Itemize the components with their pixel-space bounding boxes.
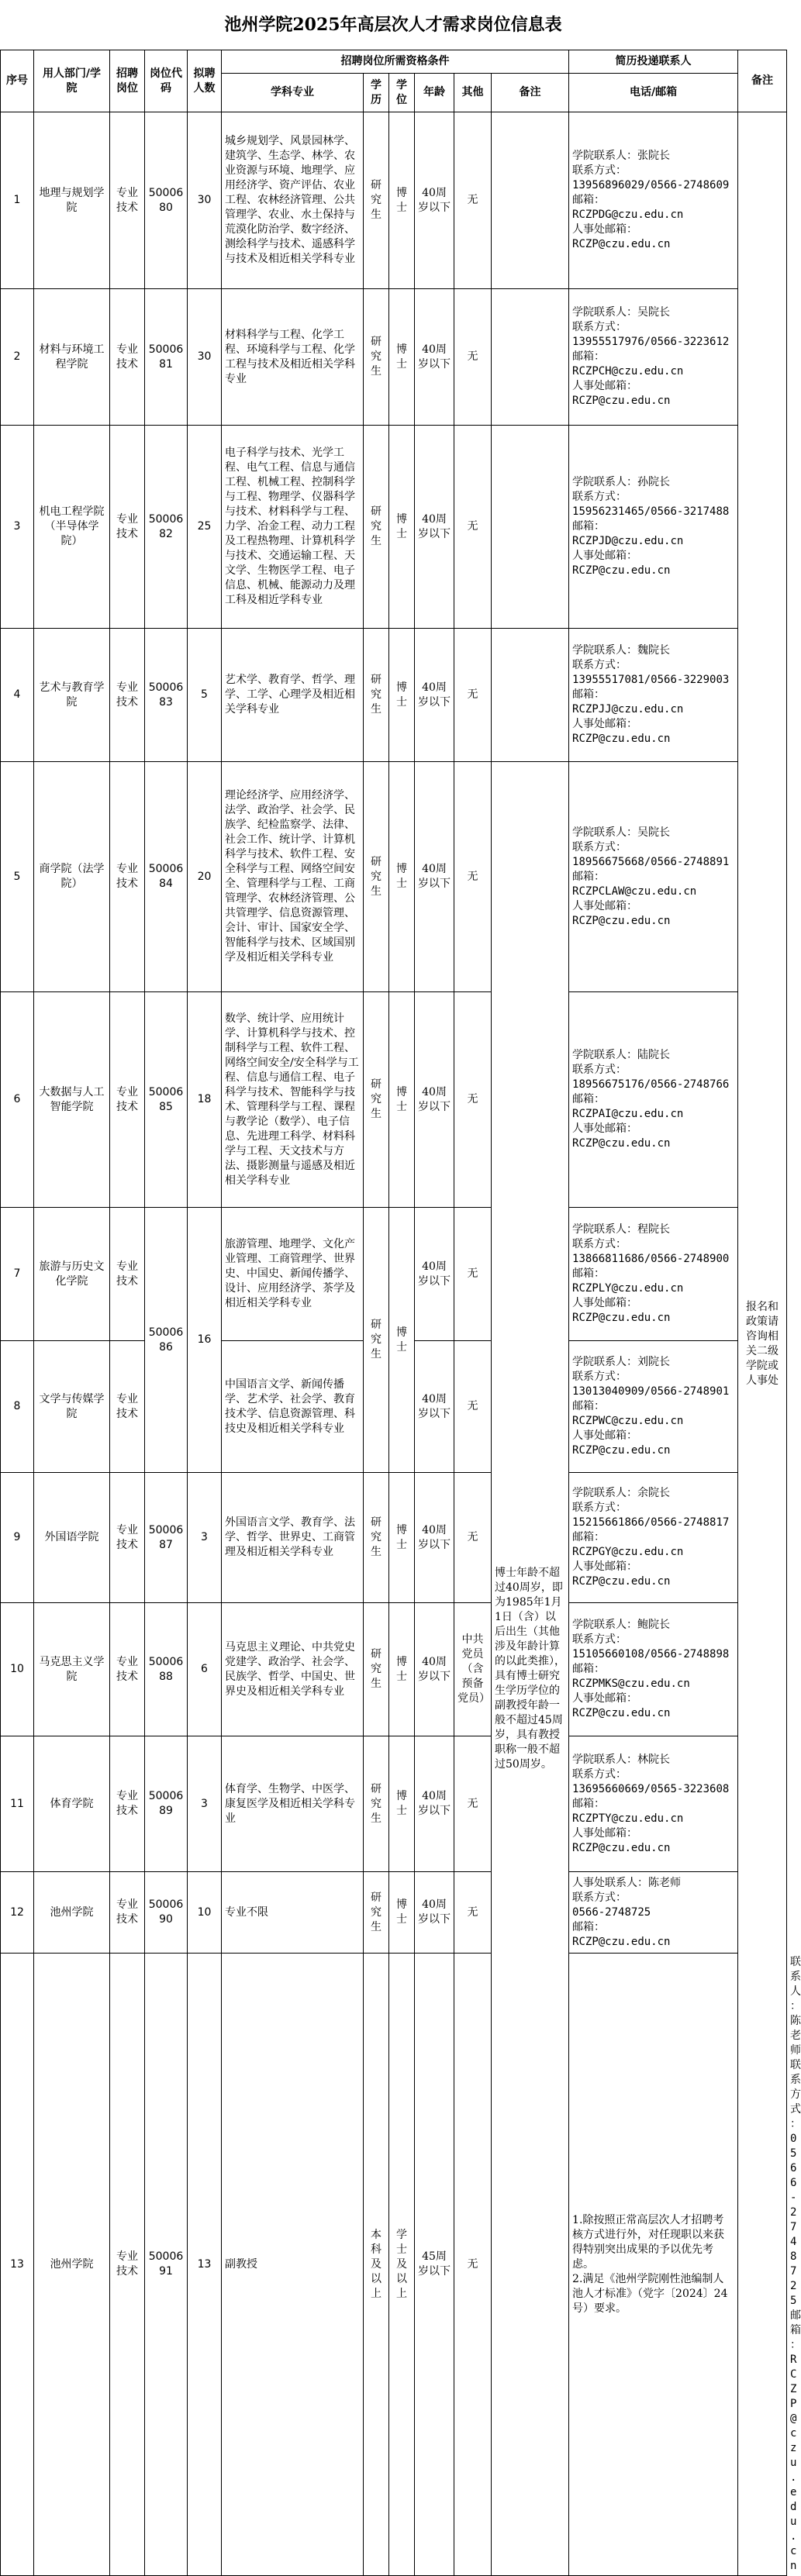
row-contact: 学院联系人：鲍院长 联系方式： 15105660108/0566-2748898 邮箱： RCZPMKS@czu.edu.cn 人事处邮箱： RCZP@czu.edu.cn bbox=[569, 1603, 738, 1736]
row-seq: 9 bbox=[1, 1473, 34, 1603]
header-age: 年龄 bbox=[415, 74, 454, 112]
row-subject: 旅游管理、地理学、文化产业管理、工商管理学、世界史、中国史、新闻传播学、设计、应用经济学、茶学及相近相关学科专业 bbox=[222, 1208, 364, 1341]
row-other: 无 bbox=[454, 762, 492, 992]
row-age: 40周岁以下 bbox=[415, 1208, 454, 1341]
header-remark: 备注 bbox=[492, 74, 569, 112]
row-category: 专业技术 bbox=[110, 1603, 145, 1736]
row-other: 无 bbox=[454, 289, 492, 426]
row-subject: 中国语言文学、新闻传播学、艺术学、社会学、教育技术学、信息资源管理、科技史及相近相关学科专业 bbox=[222, 1341, 364, 1473]
row-category: 专业技术 bbox=[110, 289, 145, 426]
row-age: 40周岁以下 bbox=[415, 426, 454, 629]
row-code: 5000691 bbox=[145, 1954, 188, 2576]
row-seq: 8 bbox=[1, 1341, 34, 1473]
row-category: 专业技术 bbox=[110, 1872, 145, 1954]
row-dept: 文学与传媒学院 bbox=[34, 1341, 110, 1473]
row-other: 无 bbox=[454, 112, 492, 289]
row-age: 40周岁以下 bbox=[415, 1736, 454, 1872]
row-category: 专业技术 bbox=[110, 1736, 145, 1872]
row-subject: 外国语言文学、教育学、法学、哲学、世界史、工商管理及相近相关学科专业 bbox=[222, 1473, 364, 1603]
row-dept: 体育学院 bbox=[34, 1736, 110, 1872]
row-category: 专业技术 bbox=[110, 1473, 145, 1603]
row-category: 专业技术 bbox=[110, 1954, 145, 2576]
row-contact: 学院联系人：刘院长 联系方式： 13013040909/0566-2748901 邮箱： RCZPWC@czu.edu.cn 人事处邮箱： RCZP@czu.edu.cn bbox=[569, 1341, 738, 1473]
row-other: 无 bbox=[454, 992, 492, 1208]
row-seq: 3 bbox=[1, 426, 34, 629]
job-table bbox=[0, 50, 801, 2576]
row-seq: 12 bbox=[1, 1872, 34, 1954]
header-category: 招聘岗位 bbox=[110, 50, 145, 112]
row-seq: 7 bbox=[1, 1208, 34, 1341]
row-age: 45周岁以下 bbox=[415, 1954, 454, 2576]
row-dept: 池州学院 bbox=[34, 1872, 110, 1954]
row-education: 研究生 bbox=[364, 1736, 389, 1872]
row-count: 5 bbox=[188, 629, 222, 762]
row-other: 无 bbox=[454, 1208, 492, 1341]
row-education: 研究生 bbox=[364, 1473, 389, 1603]
row-other: 无 bbox=[454, 629, 492, 762]
row-degree: 学士及以上 bbox=[389, 1954, 415, 2576]
header-contact-group: 简历投递联系人 bbox=[569, 50, 738, 74]
row-dept: 池州学院 bbox=[34, 1954, 110, 2576]
row-degree: 博士 bbox=[389, 1473, 415, 1603]
row-code: 5000681 bbox=[145, 289, 188, 426]
row-count: 13 bbox=[188, 1954, 222, 2576]
row-degree: 博士 bbox=[389, 426, 415, 629]
row-dept: 旅游与历史文化学院 bbox=[34, 1208, 110, 1341]
header-subject: 学科专业 bbox=[222, 74, 364, 112]
header-requirements: 招聘岗位所需资格条件 bbox=[222, 50, 569, 74]
row-education: 研究生 bbox=[364, 1872, 389, 1954]
row-age: 40周岁以下 bbox=[415, 629, 454, 762]
row-contact: 学院联系人：陆院长 联系方式： 18956675176/0566-2748766 邮箱： RCZPAI@czu.edu.cn 人事处邮箱： RCZP@czu.edu.cn bbox=[569, 992, 738, 1208]
row-education: 研究生 bbox=[364, 289, 389, 426]
row-other: 无 bbox=[454, 1872, 492, 1954]
header-code: 岗位代码 bbox=[145, 50, 188, 112]
row-other: 无 bbox=[454, 1954, 492, 2576]
remark-doctor-age: 博士年龄不超过40周岁，即为1985年1月1日（含）以后出生（其他涉及年龄计算的以此类推），具有博士研究生学历学位的副教授年龄一般不超过45周岁，具有教授职称一般不超过50周岁。 bbox=[492, 762, 569, 2576]
row-degree: 博士 bbox=[389, 289, 415, 426]
row-seq: 5 bbox=[1, 762, 34, 992]
row-education: 研究生 bbox=[364, 992, 389, 1208]
row-seq: 2 bbox=[1, 289, 34, 426]
row-dept: 地理与规划学院 bbox=[34, 112, 110, 289]
row-education: 研究生 bbox=[364, 629, 389, 762]
row-dept: 艺术与教育学院 bbox=[34, 629, 110, 762]
row-other: 中共党员（含预备党员） bbox=[454, 1603, 492, 1736]
row-age: 40周岁以下 bbox=[415, 1341, 454, 1473]
row-age: 40周岁以下 bbox=[415, 112, 454, 289]
row-category: 专业技术 bbox=[110, 629, 145, 762]
table-row bbox=[1, 1473, 787, 1603]
side-note: 报名和政策请咨询相关二级学院或人事处 bbox=[738, 112, 787, 2576]
table-row bbox=[1, 992, 787, 1208]
row-count: 20 bbox=[188, 762, 222, 992]
row-education: 研究生 bbox=[364, 426, 389, 629]
row-code: 5000687 bbox=[145, 1473, 188, 1603]
row-code: 5000680 bbox=[145, 112, 188, 289]
row-dept: 材料与环境工程学院 bbox=[34, 289, 110, 426]
row-subject: 体育学、生物学、中医学、康复医学及相近相关学科专业 bbox=[222, 1736, 364, 1872]
row-count-merged: 16 bbox=[188, 1208, 222, 1473]
row-contact: 学院联系人：程院长 联系方式： 13866811686/0566-2748900 邮箱： RCZPLY@czu.edu.cn 人事处邮箱： RCZP@czu.edu.cn bbox=[569, 1208, 738, 1341]
header-seq: 序号 bbox=[1, 50, 34, 112]
row-contact: 人事处联系人：陈老师 联系方式： 0566-2748725 邮箱： RCZP@czu.edu.cn bbox=[569, 1872, 738, 1954]
row-subject: 艺术学、教育学、哲学、理学、工学、心理学及相近相关学科专业 bbox=[222, 629, 364, 762]
row-degree: 博士 bbox=[389, 629, 415, 762]
table-row bbox=[1, 1872, 787, 1954]
header-education: 学历 bbox=[364, 74, 389, 112]
row-subject: 专业不限 bbox=[222, 1872, 364, 1954]
header-count: 拟聘人数 bbox=[188, 50, 222, 112]
row-other: 无 bbox=[454, 1473, 492, 1603]
row-degree: 博士 bbox=[389, 1736, 415, 1872]
row-subject: 电子科学与技术、光学工程、电气工程、信息与通信工程、机械工程、控制科学与工程、物理学、仪器科学与技术、材料科学与工程、力学、冶金工程、动力工程及工程热物理、计算机科学与技术、交通运输工程、天文学、生物医学工程、电子信息、机械、能源动力及理工科及相近学科专业 bbox=[222, 426, 364, 629]
row-age: 40周岁以下 bbox=[415, 992, 454, 1208]
row-remark bbox=[492, 629, 569, 762]
row-contact: 学院联系人：张院长 联系方式： 13956896029/0566-2748609 邮箱： RCZPDG@czu.edu.cn 人事处邮箱： RCZP@czu.edu.cn bbox=[569, 112, 738, 289]
row-seq: 11 bbox=[1, 1736, 34, 1872]
row-subject: 马克思主义理论、中共党史党建学、政治学、社会学、民族学、哲学、中国史、世界史及相近相关学科专业 bbox=[222, 1603, 364, 1736]
table-row bbox=[1, 1736, 787, 1872]
row-code-merged: 5000686 bbox=[145, 1208, 188, 1473]
row-education: 本科及以上 bbox=[364, 1954, 389, 2576]
row-count: 6 bbox=[188, 1603, 222, 1736]
row-seq: 10 bbox=[1, 1603, 34, 1736]
row-subject: 数学、统计学、应用统计学、计算机科学与技术、控制科学与工程、软件工程、网络空间安全/安全科学与工程、信息与通信工程、电子科学与技术、智能科学与技术、管理科学与工程、课程与教学论（数学）、电子信息、先进理工科学、材料科学与工程、天文技术与方法、摄影测量与遥感及相近相关学科专业 bbox=[222, 992, 364, 1208]
row-code: 5000684 bbox=[145, 762, 188, 992]
row-other: 无 bbox=[454, 1736, 492, 1872]
header-dept: 用人部门/学院 bbox=[34, 50, 110, 112]
row-age: 40周岁以下 bbox=[415, 1872, 454, 1954]
row-category: 专业技术 bbox=[110, 1208, 145, 1341]
table-row: 13 池州学院 专业技术 5000691 13 副教授 本科及以上 学士及以上 45周岁以下 无 1.除按照正常高层次人才招聘考核方式进行外，对任现职以来获得特别突出成果的予以优先考虑。 2.满足《池州学院刚性池编制人池人才标准》（党字〔2024〕24号）要求。 联系人：陈老师 联系方式： 0566-2748725 邮箱： RCZP@czu.edu.cn bbox=[1, 1954, 787, 2576]
row-category: 专业技术 bbox=[110, 426, 145, 629]
row-subject: 材料科学与工程、化学工程、环境科学与工程、化学工程与技术及相近相关学科专业 bbox=[222, 289, 364, 426]
row-count: 10 bbox=[188, 1872, 222, 1954]
row-other: 无 bbox=[454, 426, 492, 629]
row-contact: 学院联系人：魏院长 联系方式： 13955517081/0566-3229003 邮箱： RCZPJJ@czu.edu.cn 人事处邮箱： RCZP@czu.edu.cn bbox=[569, 629, 738, 762]
header-contact: 电话/邮箱 bbox=[569, 74, 738, 112]
row-category: 专业技术 bbox=[110, 762, 145, 992]
row-dept: 外国语学院 bbox=[34, 1473, 110, 1603]
row-subject: 副教授 bbox=[222, 1954, 364, 2576]
row-seq: 4 bbox=[1, 629, 34, 762]
row-degree-merged: 博士 bbox=[389, 1208, 415, 1473]
row-code: 5000688 bbox=[145, 1603, 188, 1736]
row-degree: 博士 bbox=[389, 1603, 415, 1736]
row-category: 专业技术 bbox=[110, 112, 145, 289]
row-code: 5000689 bbox=[145, 1736, 188, 1872]
row-dept: 商学院（法学院） bbox=[34, 762, 110, 992]
document-title: 池州学院2025年高层次人才需求岗位信息表 bbox=[224, 15, 562, 35]
row-count: 18 bbox=[188, 992, 222, 1208]
row-code: 5000682 bbox=[145, 426, 188, 629]
table-row bbox=[1, 289, 787, 426]
row-education: 研究生 bbox=[364, 112, 389, 289]
row-count: 25 bbox=[188, 426, 222, 629]
row-contact: 学院联系人：林院长 联系方式： 13695660669/0565-3223608 邮箱： RCZPTY@czu.edu.cn 人事处邮箱： RCZP@czu.edu.cn bbox=[569, 1736, 738, 1872]
row-seq: 1 bbox=[1, 112, 34, 289]
row-dept: 马克思主义学院 bbox=[34, 1603, 110, 1736]
row-other: 无 bbox=[454, 1341, 492, 1473]
row-seq: 13 bbox=[1, 1954, 34, 2576]
row-remark bbox=[492, 112, 569, 289]
row-degree: 博士 bbox=[389, 1872, 415, 1954]
row-subject: 理论经济学、应用经济学、法学、政治学、社会学、民族学、纪检监察学、法律、社会工作、统计学、计算机科学与技术、软件工程、安全科学与工程、网络空间安全、管理科学与工程、工商管理学、农林经济管理、公共管理学、信息资源管理、会计、审计、国家安全学、智能科学与技术、区域国别学及相近相关学科专业 bbox=[222, 762, 364, 992]
row-code: 5000683 bbox=[145, 629, 188, 762]
row-category: 专业技术 bbox=[110, 992, 145, 1208]
row-category: 专业技术 bbox=[110, 1341, 145, 1473]
header-degree: 学位 bbox=[389, 74, 415, 112]
row-remark bbox=[492, 426, 569, 629]
row-degree: 博士 bbox=[389, 992, 415, 1208]
row-contact: 学院联系人：吴院长 联系方式： 18956675668/0566-2748891 邮箱： RCZPCLAW@czu.edu.cn 人事处邮箱： RCZP@czu.edu.cn bbox=[569, 762, 738, 992]
header-other: 其他 bbox=[454, 74, 492, 112]
row-contact: 学院联系人：余院长 联系方式： 15215661866/0566-2748817 邮箱： RCZPGY@czu.edu.cn 人事处邮箱： RCZP@czu.edu.cn bbox=[569, 1473, 738, 1603]
table-row bbox=[1, 762, 787, 992]
row-age: 40周岁以下 bbox=[415, 289, 454, 426]
row-dept: 大数据与人工智能学院 bbox=[34, 992, 110, 1208]
table-row bbox=[1, 629, 787, 762]
row-count: 3 bbox=[188, 1736, 222, 1872]
row-code: 5000685 bbox=[145, 992, 188, 1208]
row-count: 30 bbox=[188, 112, 222, 289]
header-row-1 bbox=[1, 50, 787, 74]
row-remark: 1.除按照正常高层次人才招聘考核方式进行外，对任现职以来获得特别突出成果的予以优先考虑。 2.满足《池州学院刚性池编制人池人才标准》（党字〔2024〕24号）要求。 bbox=[569, 1954, 738, 2576]
row-age: 40周岁以下 bbox=[415, 1473, 454, 1603]
row-seq: 6 bbox=[1, 992, 34, 1208]
header-note: 备注 bbox=[738, 50, 787, 112]
table-row bbox=[1, 1603, 787, 1736]
table-row bbox=[1, 1208, 787, 1341]
row-count: 3 bbox=[188, 1473, 222, 1603]
row-contact: 学院联系人：孙院长 联系方式： 15956231465/0566-3217488 邮箱： RCZPJD@czu.edu.cn 人事处邮箱： RCZP@czu.edu.cn bbox=[569, 426, 738, 629]
row-age: 40周岁以下 bbox=[415, 762, 454, 992]
row-education: 研究生 bbox=[364, 762, 389, 992]
row-education-merged: 研究生 bbox=[364, 1208, 389, 1473]
row-code: 5000690 bbox=[145, 1872, 188, 1954]
row-degree: 博士 bbox=[389, 112, 415, 289]
row-age: 40周岁以下 bbox=[415, 1603, 454, 1736]
row-remark bbox=[492, 289, 569, 426]
row-contact: 学院联系人：吴院长 联系方式： 13955517976/0566-3223612 邮箱： RCZPCH@czu.edu.cn 人事处邮箱： RCZP@czu.edu.cn bbox=[569, 289, 738, 426]
table-row bbox=[1, 426, 787, 629]
row-subject: 城乡规划学、风景园林学、建筑学、生态学、林学、农业资源与环境、地理学、应用经济学、资产评估、农业工程、农林经济管理、公共管理学、农业、水土保持与荒漠化防治学、数字经济、测绘科学与技术、遥感科学与技术及相近相关学科专业 bbox=[222, 112, 364, 289]
row-education: 研究生 bbox=[364, 1603, 389, 1736]
row-dept: 机电工程学院（半导体学院） bbox=[34, 426, 110, 629]
row-count: 30 bbox=[188, 289, 222, 426]
table-row bbox=[1, 112, 787, 289]
row-degree: 博士 bbox=[389, 762, 415, 992]
